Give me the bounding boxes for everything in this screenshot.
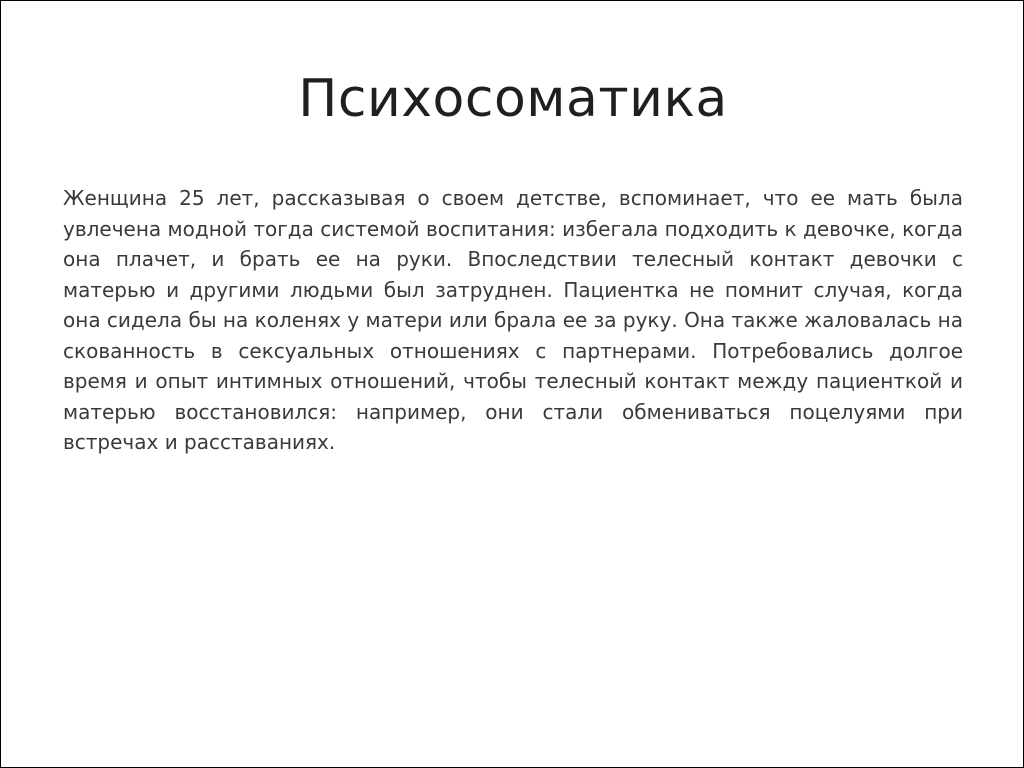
- slide-body-paragraph: Женщина 25 лет, рассказывая о своем детстве, вспоминает, что ее мать была увлечена модной тогда системой воспитания: избегала подходить к девочке, когда она плачет, и брать ее на руки. Впоследствии телесный контакт девочки с матерью и другими людьми был затруднен. Пациентка не помнит случая, когда она сидела бы на коленях у матери или брала ее за руку. Она также жаловалась на скованность в сексуальных отношениях с партнерами. Потребовались долгое время и опыт интимных отношений, чтобы телесный контакт между пациенткой и матерью восстановился: например, они стали обмениваться поцелуями при встречах и расставаниях.: [63, 186, 964, 454]
- slide-title: Психосоматика: [298, 69, 728, 129]
